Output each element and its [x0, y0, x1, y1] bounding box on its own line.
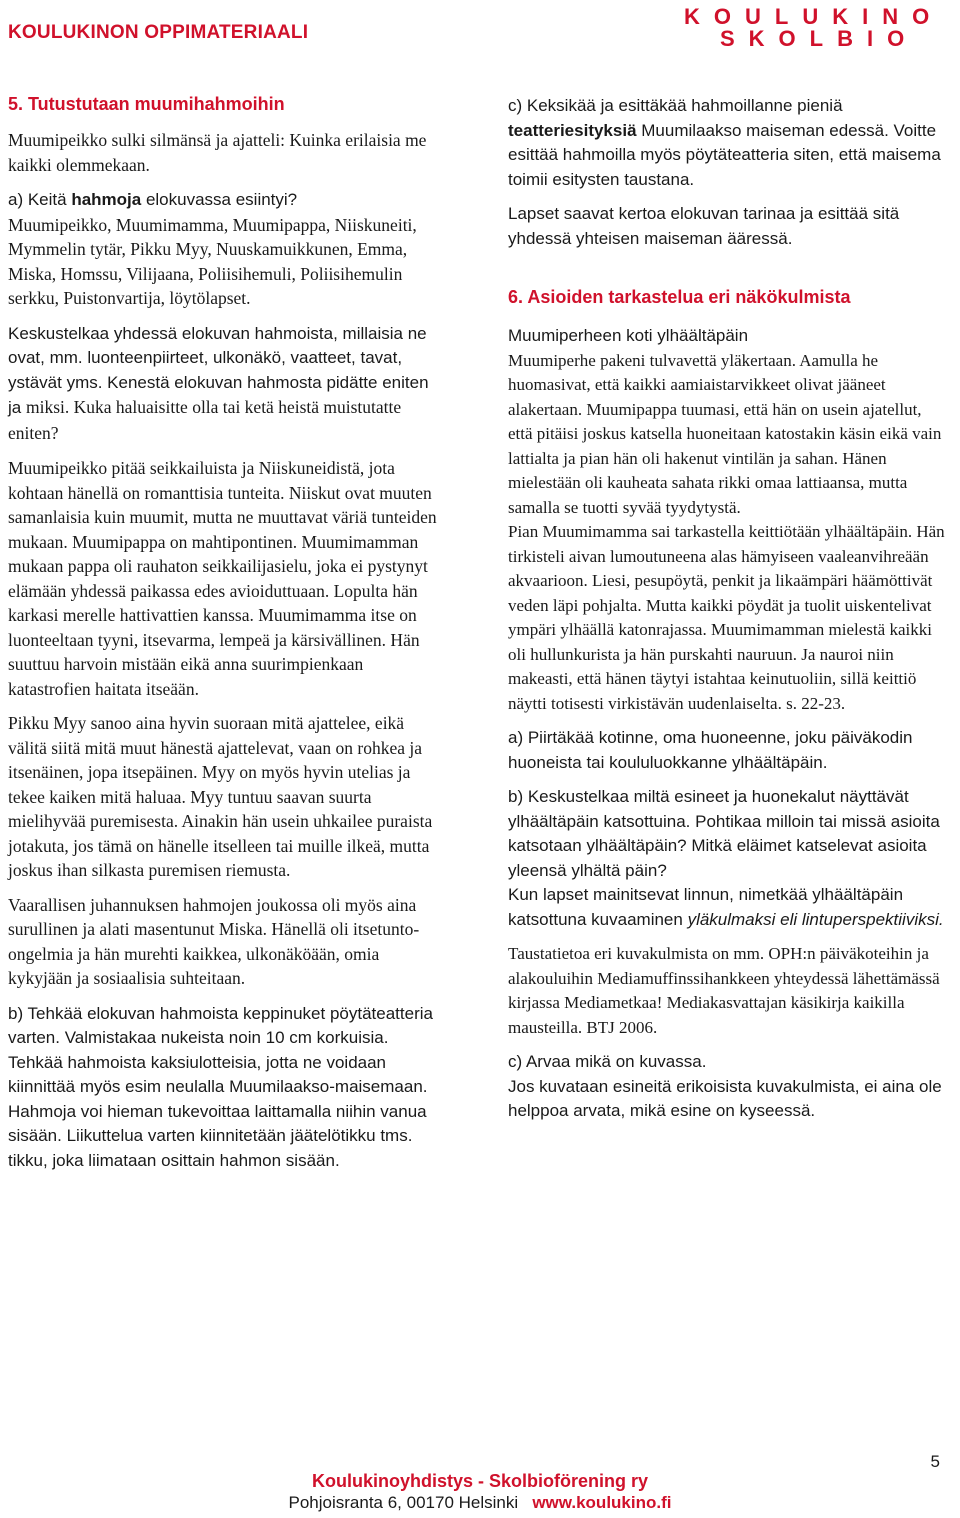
- story-text-2: Pian Muumimamma sai tarkastella keittiötään ylhäältäpäin. Hän tirkisteli aivan lumoutuneena alas hämyiseen vaaleanvihreään akvaarioon. Liesi, pesupöytä, penkit ja likaämpäri häämöttivät veden läpi pohjalta. Mutta kaikki pöydät ja tuolit uiskentelivat ympäri ylhäällä katonrajassa. Muumimamman mielestä kaikki oli hullunkurista ja hän purskahti nauruun. Ja nauroi niin makeasti, että hänen täytyi istahtaa keinutuoliin, sillä keittiö näytti totisesti virkistävän uudenlaiselta. s. 22-23.: [508, 522, 945, 713]
- character-paragraph-1: Muumipeikko pitää seikkailuista ja Niiskuneidistä, jota kohtaan hänellä on romanttisia tunteita. Niiskut ovat muuten samanlaisia kuin muumit, mutta ne muuttavat väriä tunteiden mukaan. Muumipappa on mahtipontinen. Muumimamman mukaan pappa oli rauhaton seikkailijasielu, joka ei pystynyt elämään yhdessä paikassa edes avioiduttuaan. Lopulta hän karkasi merelle hattivattien kanssa. Muumimamma itse on luonteeltaan tyyni, itsevarma, lempeä ja kärsivällinen. Hän suuttuu harvoin mistään eikä anna suurimpienkaan katastrofien haitata itseään.: [8, 458, 437, 699]
- task-a-draw: a) Piirtäkää kotinne, oma huoneenne, joku päiväkodin huoneista tai koululuokkanne ylhäältäpäin.: [508, 728, 913, 772]
- intro-text: Muumipeikko sulki silmänsä ja ajatteli: Kuinka erilaisia me kaikki olemmekaan.: [8, 130, 427, 175]
- logo-line-2: SKOLBIO: [720, 26, 919, 51]
- task-c-theatre: c) Keksikää ja esittäkää hahmoillanne pieniä teatteriesityksiä Muumilaakso maiseman edessä. Voitte esittää hahmoilla myös pöytäteatteria siten, että maisema toimii esitysten taustana.: [508, 96, 941, 189]
- page-number: 5: [930, 1452, 940, 1471]
- header-title: KOULUKINON OPPIMATERIAALI: [8, 22, 309, 43]
- footer-org: Koulukinoyhdistys - Skolbioförening ry: [311, 1471, 649, 1491]
- section-5-heading: 5. Tutustutaan muumihahmoihin: [8, 94, 285, 114]
- footer: [0, 1470, 960, 1514]
- footer-address: Pohjoisranta 6, 00170 Helsinki: [288, 1493, 519, 1512]
- logo-line-1: KOULUKINO: [684, 4, 944, 29]
- left-column: [8, 90, 440, 1173]
- character-list: Muumipeikko, Muumimamma, Muumipappa, Niiskuneiti, Mymmelin tytär, Pikku Myy, Nuuskamuikkunen, Emma, Miska, Homssu, Vilijaana, Poliisihemuli, Poliisihemulin serkku, Puistonvartija, löytölapset.: [8, 214, 417, 308]
- question-a: a) Keitä hahmoja elokuvassa esiintyi?: [8, 190, 298, 209]
- footer-address-line: [0, 1492, 960, 1514]
- section-6-heading: 6. Asioiden tarkastelua eri näkökulmista: [508, 287, 851, 307]
- discussion-prompt: Keskustelkaa yhdessä elokuvan hahmoista, millaisia ne ovat, mm. luonteenpiirteet, ulkonäkö, vaatteet, tavat, ystävät yms. Kenestä elokuvan hahmosta pidätte eniten ja miksi. Kuka haluaisitte olla tai ketä heistä muistutatte eniten?: [8, 323, 429, 443]
- right-column: [508, 90, 948, 1124]
- task-c-note: Lapset saavat kertoa elokuvan tarinaa ja esittää sitä yhdessä yhteisen maiseman ääressä.: [508, 204, 900, 248]
- task-c-guess: c) Arvaa mikä on kuvassa.: [508, 1052, 707, 1071]
- story-subheading: Muumiperheen koti ylhäältäpäin: [508, 326, 749, 345]
- story-text: Muumiperhe pakeni tulvavettä yläkertaan. Aamulla he huomasivat, että kaikki aamiaistarvikkeet olivat jääneet alakertaan. Muumipappa tuumasi, että hän on usein ajatellut, että pitäisi joskus katsella huoneitaan katostakin käsin eikä vain lattialta ja pian hän oli hakenut vintilän ja sahan. Hänen mielestään oli kauheata sahata rikki omaa lattiaansa, mutta samalla se tuotti syvää tyydytystä.: [508, 350, 942, 517]
- character-paragraph-2: Pikku Myy sanoo aina hyvin suoraan mitä ajattelee, eikä välitä siitä mitä muut hänestä ajattelevat, vaan on rohkea ja itsenäinen, jopa itsepäinen. Myy on myös hyvin utelias ja tekee kaiken mitä haluaa. Myy tuntuu saavan suurta mielihyvää puremisesta. Ainakin hän usein uhkailee puraista jotakuta, jos tämä on hänelle itselleen tai muille ilkeä, mutta joskus ihan silkasta puremisen riemusta.: [8, 713, 433, 880]
- footer-url[interactable]: www.koulukino.fi: [532, 1493, 672, 1512]
- background-info: Taustatietoa eri kuvakulmista on mm. OPH:n päiväkoteihin ja alakouluihin Mediamuffinssihankkeen yhteydessä lähettämässä kirjassa Mediametkaa! Mediakasvattajan käsikirja kaikilla mausteilla. BTJ 2006.: [508, 944, 940, 1037]
- task-b-bird: Kun lapset mainitsevat linnun, nimetkää ylhäältäpäin katsottuna kuvaaminen yläkulmaksi eli lintuperspektiiviksi.: [508, 885, 944, 929]
- task-b-puppets: b) Tehkää elokuvan hahmoista keppinuket pöytäteatteria varten. Valmistakaa nukeista noin 10 cm korkuisia. Tehkää hahmoista kaksiulotteisia, jotta ne voidaan kiinnittää myös esim neulalla Muumilaakso-maisemaan. Hahmoja voi hieman tukevoittaa laittamalla niihin vanua sisään. Liikuttelua varten kiinnitetään jäätelötikku tms. tikku, joka liimataan osittain hahmon sisään.: [8, 1003, 433, 1170]
- koulukino-logo: [684, 6, 943, 50]
- character-paragraph-3: Vaarallisen juhannuksen hahmojen joukossa oli myös aina surullinen ja alati masentunut Miska. Hänellä oli itsetunto-ongelmia ja hän murehti kaikkea, ulkonäköään, omia kykyjään ja sosiaalisia suhteitaan.: [8, 894, 420, 988]
- task-c-guess-text: Jos kuvataan esineitä erikoisista kuvakulmista, ei aina ole helppoa arvata, mikä esine on kyseessä.: [508, 1076, 942, 1120]
- task-b-discuss: b) Keskustelkaa miltä esineet ja huonekalut näyttävät ylhäältäpäin katsottuina. Pohtikaa milloin tai missä asioita katsotaan ylhäältäpäin? Mitkä eläimet katselevat asioita yleensä ylhältä päin?: [508, 787, 940, 880]
